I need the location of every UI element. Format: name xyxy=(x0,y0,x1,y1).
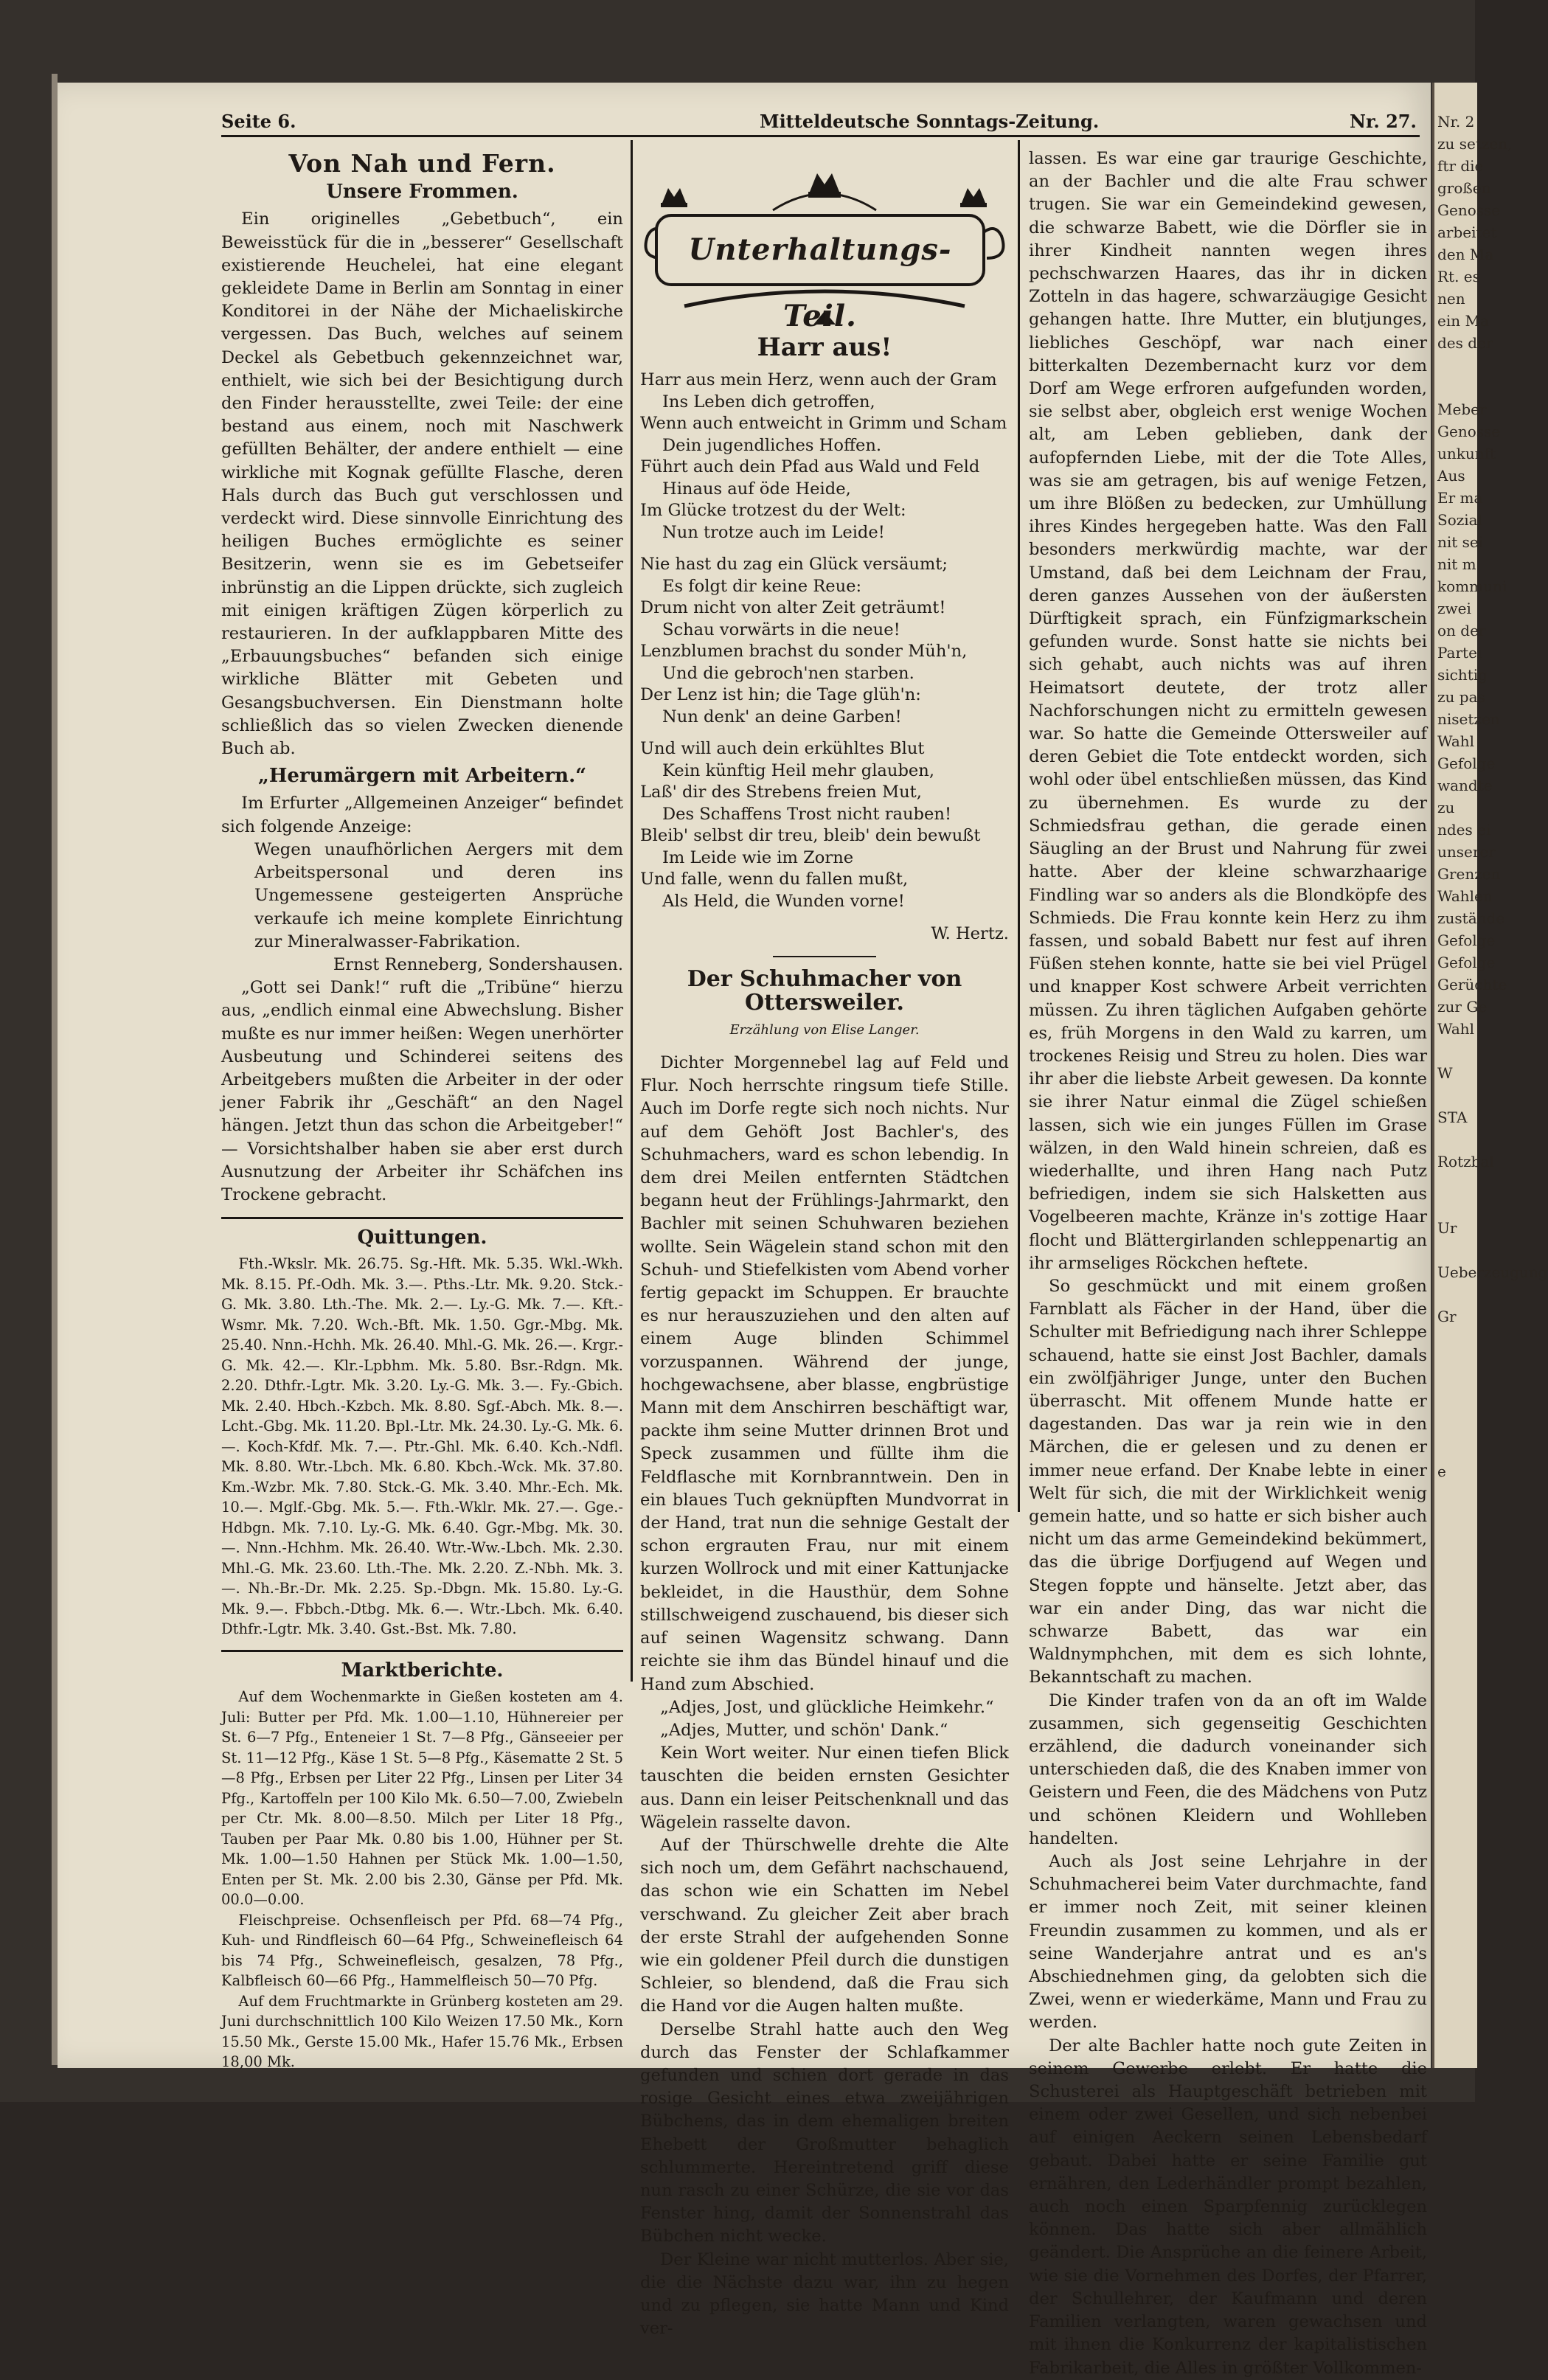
poem-line: Und die gebroch'nen starben. xyxy=(662,663,914,683)
poem-line: Als Held, die Wunden vorne! xyxy=(662,891,905,911)
poem-line: Hinaus auf öde Heide, xyxy=(662,479,851,499)
next-page-fragment: Nr. 2 xyxy=(1437,113,1475,131)
issue-number: Nr. 27. xyxy=(1350,111,1417,132)
poem xyxy=(640,370,1009,912)
story-paragraph: Kein Wort weiter. Nur einen tiefen Blick tauschten die beiden ernsten Gesichter aus. Dann ein leiser Peitschenknall und das Wägelein rasselte davon. xyxy=(640,1744,1009,1832)
next-page-fragment xyxy=(1434,354,1477,376)
next-page-fragment: ndes ei xyxy=(1437,821,1491,839)
story-title: Der Schuhmacher von Ottersweiler. xyxy=(687,966,962,1016)
next-page-fragment: ftr die xyxy=(1437,157,1484,175)
next-page-fragment: Gefolge xyxy=(1437,931,1496,949)
next-page-fragment xyxy=(1434,1173,1477,1195)
poem-line: Im Leide wie im Zorne xyxy=(662,847,854,867)
column-right xyxy=(1029,148,1427,2380)
market-report: Auf dem Wochenmarkte in Gießen kosteten am 4. Juli: Butter per Pfd. Mk. 1.00—1.10, Hühnereier per St. 6—7 Pfg., Enteneier 1 St. 7—8 Pfg., Gänseeier per St. 11—12 Pfg., Käse 1 St. 5—8 Pfg., Käsematte 2 St. 5—8 Pfg., Erbsen per Liter 22 Pfg., Linsen per Liter 34 Pfg., Kartoffeln per 100 Kilo Mk. 6.50—7.00, Zwiebeln per Ctr. Mk. 8.00—8.50. Milch per Liter 18 Pfg., Tauben per Paar Mk. 0.80 bis 1.00, Hühner per St. Mk. 1.00—1.50 Hahnen per Stück Mk. 1.00—1.50, Enten per St. Mk. 2.00 bis 2.30, Gänse per Pfd. Mk. 00.0—0.00. xyxy=(221,1688,623,1909)
market-report: Auf dem Fruchtmarkte in Grünberg kosteten am 29. Juni durchschnittlich 100 Kilo Weizen 17.50 Mk., Korn 15.50 Mk., Gerste 15.00 Mk., Hafer 15.76 Mk., Erbsen 18,00 Mk. xyxy=(221,1992,623,2071)
poem-line: Nie hast du zag ein Glück versäumt; xyxy=(640,555,948,575)
story-paragraph: So geschmückt und mit einem großen Farnblatt als Fächer in der Hand, über die Schulter mit Befriedigung nach ihrer Schleppe schauend, hatte sie einst Jost Bachler, damals ein zwölfjähriger Junge, unter den Buchen überrascht. Mit offenem Munde hatte er dagestanden. Das war ja rein wie in den Märchen, die er gelesen und zu denen er immer neue erfand. Der Knabe lebte in einer Welt für sich, die mit der Wirklichkeit wenig gemein hatte, und so hatte er sich bisher auch nicht um das arme Gemeindekind bekümmert, das die übrige Dorfjugend auf Wegen und Stegen foppte und hänselte. Jetzt aber, das war ein ander Ding, das war nicht die schwarze Babett, das war ein Waldnymphchen, mit dem es sich lohnte, Bekanntschaft zu machen. xyxy=(1029,1276,1427,1687)
section-title: Von Nah und Fern. xyxy=(288,149,556,178)
next-page-fragment: zustände xyxy=(1437,909,1505,927)
next-page-fragment: wandte xyxy=(1437,777,1493,794)
next-page-fragment: Partei xyxy=(1437,644,1482,662)
poem-line: Führt auch dein Pfad aus Wald und Feld xyxy=(640,457,980,477)
column-rule xyxy=(631,140,633,1682)
next-page-fragment xyxy=(1434,1328,1477,1350)
next-page-fragment: Sozial xyxy=(1437,511,1482,529)
column-middle xyxy=(640,148,1009,2340)
next-page-fragment: W xyxy=(1437,1064,1453,1082)
next-page-fragment: Rt. es xyxy=(1437,268,1480,285)
poem-line: Wenn auch entweicht in Grimm und Scham xyxy=(640,414,1007,434)
poem-line: Nun trotze auch im Leide! xyxy=(662,522,885,542)
next-page-fragment: Grenzen xyxy=(1437,865,1501,883)
next-page-fragment xyxy=(1434,376,1477,398)
poem-title: Harr aus! xyxy=(757,333,892,362)
poem-stanza xyxy=(640,738,1009,912)
next-page-fragment: Rotzbal xyxy=(1437,1153,1494,1170)
receipts-heading: Quittungen. xyxy=(357,1227,487,1249)
next-page-fragment xyxy=(1434,1084,1477,1106)
next-page-fragment: des der xyxy=(1437,334,1493,352)
poem-line: Im Glücke trotzest du der Welt: xyxy=(640,501,906,521)
next-page-fragment: Wahlen xyxy=(1437,887,1493,905)
story-paragraph: „Adjes, Mutter, und schön' Dank.“ xyxy=(660,1720,948,1740)
header-rule xyxy=(221,135,1420,137)
poem-line: Und falle, wenn du fallen mußt, xyxy=(640,870,909,889)
next-page-fragment xyxy=(1434,1195,1477,1217)
poem-line: Laß' dir des Strebens freien Mut, xyxy=(640,783,922,802)
column-left xyxy=(221,148,623,2072)
next-page-fragment xyxy=(1434,1438,1477,1460)
next-page-fragment: Gefolge xyxy=(1437,954,1496,971)
next-page-fragment: Ur xyxy=(1437,1219,1457,1237)
section-divider xyxy=(221,1650,623,1652)
next-page-fragment: Aus xyxy=(1437,467,1465,485)
story-paragraph: Der Kleine war nicht mutterlos. Aber sie, die die Nächste dazu war, ihn zu hegen und zu pflegen, sie hatte Mann und Kind ver- xyxy=(640,2249,1009,2339)
poem-line: Bleib' selbst dir treu, bleib' dein bewußt xyxy=(640,826,981,846)
entertainment-banner xyxy=(640,148,1009,332)
newspaper-title: Mitteldeutsche Sonntags-Zeitung. xyxy=(760,111,1100,132)
next-page-fragment: nit sei xyxy=(1437,533,1484,551)
next-page-fragment: sichtig xyxy=(1437,666,1488,684)
poem-line: Und will auch dein erkühltes Blut xyxy=(640,739,925,759)
next-page-fragment: unkunft xyxy=(1437,445,1496,462)
page-number: Seite 6. xyxy=(221,111,296,132)
next-page-fragment: on der xyxy=(1437,622,1486,639)
next-page-fragment: nen xyxy=(1437,290,1465,308)
next-page-fragment: Gerüchte xyxy=(1437,976,1507,993)
section-divider xyxy=(773,956,876,957)
next-page-fragment: arbeitet xyxy=(1437,223,1497,241)
next-page-fragment: e xyxy=(1437,1463,1446,1480)
next-page-fragment: großen xyxy=(1437,179,1491,197)
next-page-fragment xyxy=(1434,1350,1477,1372)
banner-frame xyxy=(655,214,985,333)
story-paragraph: „Adjes, Jost, und glückliche Heimkehr.“ xyxy=(660,1697,994,1717)
next-page-fragment: Wahl xyxy=(1437,1020,1475,1038)
story-subtitle: Erzählung von Elise Langer. xyxy=(729,1021,920,1038)
poem-line: Dein jugendliches Hoffen. xyxy=(662,435,882,455)
receipts-list: Fth.-Wkslr. Mk. 26.75. Sg.-Hft. Mk. 5.35. Wkl.-Wkh. Mk. 8.15. Pf.-Odh. Mk. 3.—. Pths.-Ltr. Mk. 9.20. Stck.-G. Mk. 3.80. Lth.-The. Mk. 2.—. Ly.-G. Mk. 7.—. Kft.-Wsmr. Mk. 7.20. Wch.-Bft. Mk. 1.50. Ggr.-Mbg. Mk. 25.40. Nnn.-Hchh. Mk. 26.40. Mhl.-G. Mk. 26.—. Krgr.-G. Mk. 42.—. Klr.-Lpbhm. Mk. 5.80. Bsr.-Rdgn. Mk. 2.20. Dthfr.-Lgtr. Mk. 3.20. Ly.-G. Mk. 3.—. Fy.-Gbich. Mk. 2.40. Hbch.-Kzbch. Mk. 8.80. Sgf.-Abch. Mk. 8.—. Lcht.-Gbg. Mk. 11.20. Bpl.-Ltr. Mk. 24.30. Ly.-G. Mk. 6.—. Koch-Kfdf. Mk. 7.—. Ptr.-Ghl. Mk. 6.40. Kch.-Ndfl. Mk. 8.80. Wtr.-Lbch. Mk. 6.80. Kbch.-Wck. Mk. 37.80. Km.-Wzbr. Mk. 7.80. Stck.-G. Mk. 3.40. Mhr.-Ech. Mk. 10.—. Mglf.-Gbg. Mk. 5.—. Fth.-Wklr. Mk. 27.—. Gge.-Hdbgn. Mk. 7.10. Ly.-G. Mk. 6.40. Ggr.-Mbg. Mk. 30.—. Nnn.-Hchhm. Mk. 26.40. Wtr.-Ww.-Lbch. Mk. 2.30. Mhl.-G. Mk. 23.60. Lth.-The. Mk. 2.20. Z.-Nbh. Mk. 3.—. Nh.-Br.-Dr. Mk. 2.25. Sp.-Dbgn. Mk. 15.80. Ly.-G. Mk. 9.—. Fbbch.-Dtbg. Mk. 6.—. Wtr.-Lbch. Mk. 6.40. Dthfr.-Lgtr. Mk. 3.40. Gst.-Bst. Mk. 7.80. xyxy=(221,1255,623,1638)
next-page-fragment: Genosse xyxy=(1437,423,1501,440)
poem-author: W. Hertz. xyxy=(931,924,1009,944)
next-page-fragment: nisetzen xyxy=(1437,710,1500,728)
poem-line: Nun denk' an deine Garben! xyxy=(662,707,902,726)
article-heading: „Herumärgern mit Arbeitern.“ xyxy=(257,765,587,788)
poem-line: Drum nicht von alter Zeit geträumt! xyxy=(640,598,946,618)
advertisement-signature: Ernst Renneberg, Sondershausen. xyxy=(333,954,623,974)
poem-stanza xyxy=(640,554,1009,728)
next-page-fragment: Ueberzeugung xyxy=(1437,1263,1548,1281)
poem-line: Kein künftig Heil mehr glauben, xyxy=(662,760,935,780)
story-paragraph: Der alte Bachler hatte noch gute Zeiten in seinem Gewerbe erlebt. Er hatte die Schusterei als Hauptgeschäft betrieben mit einem oder zwei Gesellen, und sich nebenbei auf einigen Aeckern seinen Lebensbedarf gebaut. Dabei hatte er seine Familie gut ernähren, den Lederhändler prompt bezahlen, auch noch einen Sparpfennig zurücklegen können. Das hatte sich aber allmählich geändert. Die Ansprüche an die feinere Arbeit, wie sie die Vornehmen des Dorfes, der Pfarrer, der Schullehrer, der Kaufmann und deren Familien verlangten, waren gewachsen und mit ihnen die Konkurrenz der kapitalistischen Fabrikarbeit, die Alles in größter Vollkommen- xyxy=(1029,2036,1427,2378)
poem-line: Harr aus mein Herz, wenn auch der Gram xyxy=(640,370,997,390)
article-text: „Gott sei Dank!“ ruft die „Tribüne“ hierzu aus, „endlich einmal eine Abwechslung. Bisher mußte es nur immer heißen: Wegen unerhörter Ausbeutung und Schinderei seitens des Arbeitgebers mußten die Arbeiter in der oder jener Fabrik ihr „Geschäft“ an den Nagel hängen. Jetzt thun das schon die Arbeitgeber!“ — Vorsichtshalber haben sie aber erst durch Ausnutzung der Arbeiter ihr Schäfchen ins Trockene gebracht. xyxy=(221,978,623,1204)
next-page-fragment xyxy=(1434,1416,1477,1438)
article-text: Ein originelles „Gebetbuch“, ein Beweisstück für die in „besserer“ Gesellschaft existierende Heuchelei, hat eine elegant gekleidete Dame in Berlin am Sonntag in einer Konditorei in der Nähe der Michaeliskirche vergessen. Das Buch, welches auf seinem Deckel als Gebetbuch gekennzeichnet war, enthielt, wie sich bei der Besichtigung durch den Finder herausstellte, zwei Teile: der eine bestand aus einem, noch mit Naschwerk gefüllten Behälter, der andere enthielt — eine wirkliche mit Kognak gefüllte Flasche, deren Hals durch das Buch gut verschlossen und verdeckt wird. Diese sinnvolle Einrichtung des heiligen Buches ermöglichte es seiner Besitzerin, wenn sie es im Gebetseifer inbrünstig an die Lippen drückte, sich zugleich mit einigen kräftigen Zügen körperlich zu restaurieren. In der aufklappbaren Mitte des „Erbauungsbuches“ befanden sich einige wirkliche Blätter mit Gebeten und Gesangsbuchversen. Ein Dienstmann holte schließlich das so vielen Zwecken dienende Buch ab. xyxy=(221,209,623,759)
next-page-fragment: Meber xyxy=(1437,400,1487,418)
article-heading: Unsere Frommen. xyxy=(326,181,518,204)
next-page-fragment: ein Ma xyxy=(1437,312,1489,330)
poem-line: Lenzblumen brachst du sonder Müh'n, xyxy=(640,642,968,662)
next-page-fragment xyxy=(1434,1372,1477,1394)
story-paragraph: Derselbe Strahl hatte auch den Weg durch das Fenster der Schlafkammer gefunden und schien dort gerade in das rosige Gesicht eines etwa zweijährigen Bübchens, das in dem ehemaligen breiten Ehebett der Großmutter behaglich schlummerte. Hereintretend griff diese nun rasch zu einer Schürze, die sie vor das Fenster hing, damit der Sonnenstrahl das Bübchen nicht wecke. xyxy=(640,2019,1009,2247)
next-page-fragment: zu setzen, xyxy=(1437,135,1513,153)
next-page-edge xyxy=(1432,83,1548,2068)
next-page-fragment: zu xyxy=(1437,799,1455,816)
next-page-fragment: Genosse xyxy=(1437,201,1501,219)
next-page-fragment xyxy=(1434,1040,1477,1062)
next-page-fragment xyxy=(1434,1128,1477,1151)
poem-line: Des Schaffens Trost nicht rauben! xyxy=(662,804,952,824)
poem-line: Ins Leben dich getroffen, xyxy=(662,392,875,412)
next-page-fragment: unserer xyxy=(1437,843,1496,861)
next-page-fragment xyxy=(1434,1394,1477,1416)
story-paragraph: Die Kinder trafen von da an oft im Walde zusammen, sich gegenseitig Geschichten erzählend, die dadurch voneinander sich unterschieden daß, die des Knaben immer von Geistern und Feen, die des Mädchens von Putz und schönen Kleidern und Wohlleben handelten. xyxy=(1029,1690,1427,1848)
next-page-fragment: Wahl xyxy=(1437,732,1475,750)
book-spine xyxy=(52,74,58,2065)
next-page-fragment: kommuni xyxy=(1437,577,1507,595)
market-report: Fleischpreise. Ochsenfleisch per Pfd. 68—74 Pfg., Kuh- und Rindfleisch 60—64 Pfg., Schweinefleisch 64 bis 74 Pfg., Schweinefleisch, gesalzen, 78 Pfg., Kalbfleisch 60—66 Pfg., Hammelfleisch 50—70 Pfg. xyxy=(221,1911,623,1990)
story-paragraph: Auf der Thürschwelle drehte die Alte sich noch um, dem Gefährt nachschauend, das schon wie ein Schatten im Nebel verschwand. Zu gleicher Zeit aber brach der erste Strahl der aufgehenden Sonne wie ein goldener Pfeil durch die dunstigen Schleier, so blendend, daß die Frau sich die Hand vor die Augen halten mußte. xyxy=(640,1835,1009,2016)
section-divider xyxy=(221,1217,623,1219)
market-heading: Marktberichte. xyxy=(341,1659,504,1682)
story-paragraph: lassen. Es war eine gar traurige Geschichte, an der Bachler und die alte Frau schwer trugen. Sie war ein Gemeindekind gewesen, die schwarze Babett, wie die Dörfler sie in ihrer Kindheit nannten wegen ihres pechschwarzen Haares, das ihr in dicken Zotteln in das hagere, schwarzäugige Gesicht gehangen hatte. Ihre Mutter, ein blutjunges, liebliches Geschöpf, war nach einer bitterkalten Dezembernacht kurz vor dem Dorf am Wege erfroren aufgefunden worden, sie selbst aber, obgleich erst wenige Wochen alt, am Leben geblieben, dank der aufopfernden Liebe, mit der die Tote Alles, was sie am getragen, bis auf wenige Fetzen, um ihre Blößen zu bedecken, zur Umhüllung ihres Kindes hergegeben hatte. Was den Fall besonders merkwürdig machte, war der Umstand, daß bei dem Leichnam der Frau, deren ganzes Aussehen von der äußersten Dürftigkeit sprach, ein Fünfzigmarkschein gefunden wurde. Sonst hatte sie nichts bei sich gehabt, auch nichts was auf ihren Heimatsort deutete, der trotz aller Nachforschungen nicht zu ermitteln gewesen war. So hatte die Gemeinde Ottersweiler auf deren Gebiet die Tote entdeckt worden, sich wohl oder übel entschließen müssen, das Kind zu übernehmen. Es wurde zu der Schmiedsfrau gethan, die gerade einen Säugling an der Brust und Nahrung für zwei hatte. Aber der kleine schwarzhaarige Findling war so anders als die Blondköpfe des Schmieds. Die Frau konnte kein Herz zu ihm fassen, und sobald Babett nur fest auf ihren Füßen stehen konnte, hatte sie bei viel Prügel und knapper Kost schwere Arbeit verrichten müssen. Zu ihren täglichen Aufgaben gehörte es, früh Morgens in den Wald zu karren, um trockenes Reisig und Streu zu holen. Dies war ihr aber die liebste Arbeit gewesen. Da konnte sie ihrer Natur einmal die Zügel schießen lassen, sich wie ein junges Füllen im Grase wälzen, in den Wald hinein schreien, daß es wiederhallte, und ihren Hang nach Putz befriedigen, indem sie sich Halsketten aus Vogelbeeren machte, Kränze in's zottige Haar flocht und Blättergirlanden schleppenartig an ihr armseliges Röckchen heftete. xyxy=(1029,149,1427,1273)
next-page-fragment: zu pas xyxy=(1437,688,1485,706)
article-text: Im Erfurter „Allgemeinen Anzeiger“ befindet sich folgende Anzeige: xyxy=(221,794,623,836)
next-page-fragment xyxy=(1434,1283,1477,1305)
next-page-fragment: Er ma xyxy=(1437,489,1483,507)
poem-line: Schau vorwärts in die neue! xyxy=(662,620,900,639)
next-page-fragment: nit m xyxy=(1437,555,1476,573)
next-page-fragment: Gr xyxy=(1437,1308,1457,1325)
quoted-advertisement: Wegen unaufhörlichen Aergers mit dem Arbeitspersonal und deren ins Ungemessene gesteigerten Ansprüche verkaufe ich meine komplete Einrichtung zur Mineralwasser-Fabrikation. xyxy=(254,839,623,951)
poem-stanza xyxy=(640,370,1009,544)
poem-line: Der Lenz ist hin; die Tage glüh'n: xyxy=(640,685,921,705)
next-page-fragment: zur Ge xyxy=(1437,998,1488,1016)
story-paragraph: Auch als Jost seine Lehrjahre in der Schuhmacherei beim Vater durchmachte, fand er immer noch Zeit, mit seiner kleinen Freundin zusammen zu kommen, und als er seine Wanderjahre antrat und es an's Abschiednehmen ging, da gelobten sich die Zwei, wenn er wiederkäme, Mann und Frau zu werden. xyxy=(1029,1852,1427,2033)
column-rule xyxy=(1018,140,1020,1512)
next-page-fragment: zwei xyxy=(1437,600,1471,617)
next-page-fragment xyxy=(1434,1239,1477,1261)
banner-title: Unterhaltungs-Teil. xyxy=(688,232,952,333)
next-page-fragment: STA xyxy=(1437,1109,1468,1126)
story-paragraph: Dichter Morgennebel lag auf Feld und Flur. Noch herrschte ringsum tiefe Stille. Auch im Dorfe regte sich noch nichts. Nur auf dem Gehöft Jost Bachler's, des Schuhmachers, ward es schon lebendig. In dem drei Meilen entfernten Städtchen begann heut der Frühlings-Jahrmarkt, den Bachler mit seinen Schuhwaren beziehen wollte. Sein Wägelein stand schon mit den Schuh- und Stiefelkisten vom Abend vorher fertig gepackt im Schuppen. Er brauchte es nur herauszuziehen und den alten auf einem Auge blinden Schimmel vorzuspannen. Während der junge, hochgewachsene, aber blasse, engbrüstige Mann mit dem Anschirren beschäftigt war, packte ihm seine Mutter drinnen Brot und Speck zusammen und füllte ihm die Feldflasche mit Kornbranntwein. Den in ein blaues Tuch geknüpften Mundvorrat in der Hand, trat nun die sehnige Gestalt der schon ergrauten Frau, nur mit einem kurzen Wollrock und mit einer Kattunjacke bekleidet, in die Hausthür, dem Sohne stillschweigend zuschauend, bis dieser sich auf seinen Wagensitz schwang. Dann reichte sie ihm das Bündel hinauf und die Hand zum Abschied. xyxy=(640,1053,1009,1694)
next-page-fragment: Gefolge xyxy=(1437,754,1496,772)
poem-line: Es folgt dir keine Reue: xyxy=(662,576,862,596)
next-page-fragment: den Ma xyxy=(1437,246,1494,263)
